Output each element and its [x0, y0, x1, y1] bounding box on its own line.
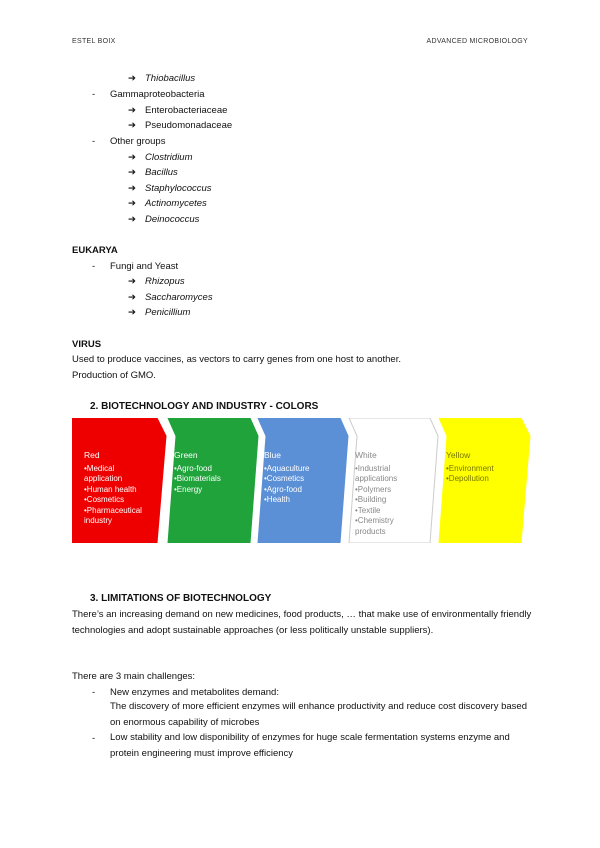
- card-item: •Energy: [174, 484, 203, 494]
- list-item: New enzymes and metabolites demand:: [110, 687, 279, 698]
- list-item: Bacillus: [145, 167, 178, 178]
- list-item: Deinococcus: [145, 214, 200, 225]
- arrow-icon: ➔: [128, 152, 136, 163]
- card-item: •Health: [264, 495, 290, 504]
- card-item: •Environment: [446, 463, 494, 473]
- arrow-icon: ➔: [128, 167, 136, 178]
- section-title-limitations: 3. LIMITATIONS OF BIOTECHNOLOGY: [90, 593, 272, 604]
- arrow-icon: ➔: [128, 292, 136, 303]
- card-item: •Textile: [355, 505, 381, 515]
- card-item: •Building: [355, 495, 387, 504]
- list-item: Other groups: [110, 136, 166, 147]
- card-title: White: [355, 450, 377, 460]
- paragraph-challenge1: The discovery of more efficient enzymes will enhance productivity and reduce cost discovery based on enormous capability of microbes: [110, 701, 527, 728]
- arrow-icon: ➔: [128, 214, 136, 225]
- list-item: Gammaproteobacteria: [110, 89, 205, 100]
- arrow-icon: ➔: [128, 183, 136, 194]
- section-heading-eukarya: EUKARYA: [72, 245, 118, 256]
- header-author: ESTEL BOIX: [72, 38, 116, 45]
- arrow-icon: ➔: [128, 276, 136, 287]
- list-item: Clostridium: [145, 152, 193, 163]
- card-yellow: [446, 450, 516, 485]
- card-item: •Cosmetics: [84, 495, 125, 504]
- card-item: •Agro-food: [264, 484, 302, 494]
- list-item: Pseudomonadaceae: [145, 120, 233, 131]
- card-item: •Biomaterials: [174, 474, 221, 483]
- card-red: [84, 450, 154, 527]
- arrow-icon: ➔: [128, 198, 136, 209]
- card-item: •Depollution: [446, 474, 489, 483]
- header-course: ADVANCED MICROBIOLOGY: [426, 38, 528, 45]
- section-heading-virus: VIRUS: [72, 339, 102, 350]
- list-item: Enterobacteriaceae: [145, 105, 228, 116]
- card-item: •Cosmetics: [264, 474, 305, 483]
- list-item: Staphylococcus: [145, 183, 212, 194]
- arrow-icon: ➔: [128, 105, 136, 116]
- paragraph-intro: There’s an increasing demand on new medicines, food products, … that make use of environmentally friendly technologies and adopt sustainable approaches (or less politically unstable suppliers).: [72, 609, 532, 636]
- paragraph-line: Used to produce vaccines, as vectors to carry genes from one host to another.: [72, 354, 401, 365]
- arrow-icon: ➔: [128, 307, 136, 318]
- paragraph-challenge2: Low stability and low disponibility of enzymes for huge scale fermentation systems enzyme and protein engineering must improve efficiency: [110, 732, 510, 759]
- dash-bullet: -: [92, 261, 96, 272]
- biotech-colors-diagram: [72, 418, 532, 543]
- card-item: •Agro-food: [174, 463, 212, 473]
- card-green: [174, 450, 244, 495]
- card-item: •Chemistry products: [355, 516, 394, 536]
- dash-bullet: -: [92, 687, 96, 698]
- list-item: Actinomycetes: [145, 198, 207, 209]
- arrow-icon: ➔: [128, 73, 136, 84]
- list-item: Penicillium: [145, 307, 191, 318]
- card-item: •Polymers: [355, 484, 392, 494]
- card-blue: [264, 450, 334, 506]
- dash-bullet: -: [92, 733, 96, 744]
- arrow-icon: ➔: [128, 120, 136, 131]
- paragraph-line: There are 3 main challenges:: [72, 671, 196, 682]
- card-item: •Medical application: [84, 463, 123, 483]
- section-title-colors: 2. BIOTECHNOLOGY AND INDUSTRY - COLORS: [90, 401, 319, 412]
- list-item: Rhizopus: [145, 276, 185, 287]
- list-item: Saccharomyces: [145, 292, 213, 303]
- list-item: Fungi and Yeast: [110, 261, 179, 272]
- card-white: [355, 450, 423, 537]
- card-title: Yellow: [446, 450, 471, 460]
- dash-bullet: -: [92, 89, 96, 100]
- card-title: Red: [84, 450, 100, 460]
- paragraph-line: Production of GMO.: [72, 370, 156, 381]
- card-title: Blue: [264, 450, 282, 460]
- list-item: Thiobacillus: [145, 73, 196, 84]
- card-item: •Pharmaceutical industry: [84, 505, 142, 525]
- card-title: Green: [174, 450, 198, 460]
- card-item: •Industrial applications: [355, 463, 398, 483]
- card-item: •Aquaculture: [264, 463, 310, 473]
- dash-bullet: -: [92, 136, 96, 147]
- card-item: •Human health: [84, 484, 137, 494]
